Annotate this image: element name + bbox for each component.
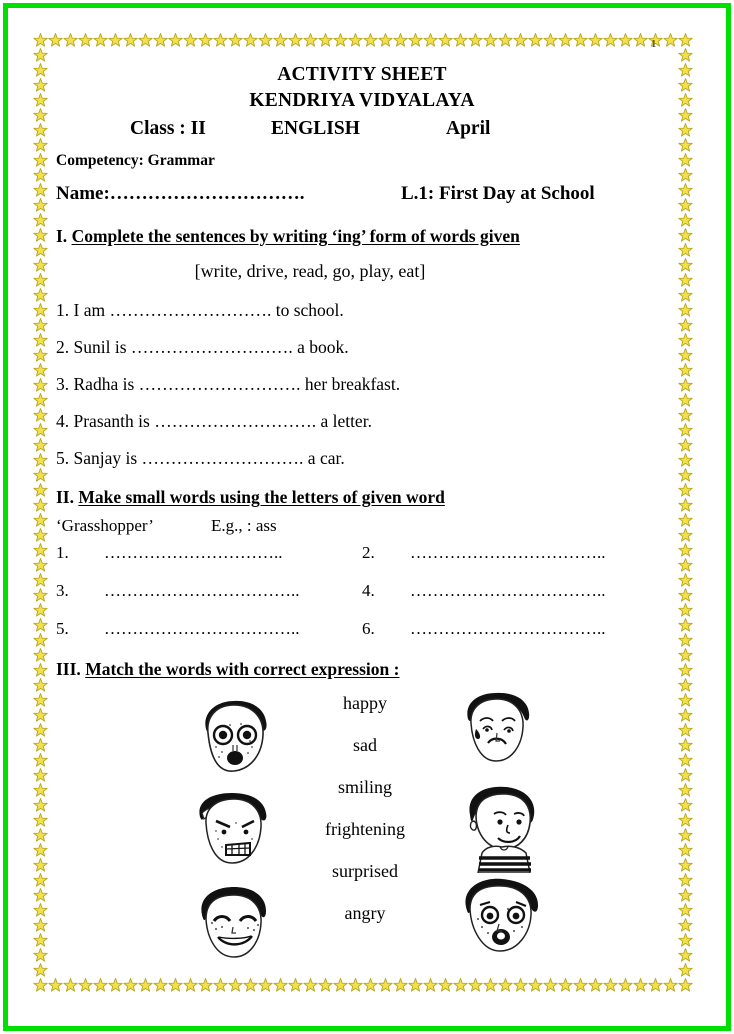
star-icon <box>678 678 693 693</box>
star-icon <box>678 903 693 918</box>
star-icon <box>678 453 693 468</box>
star-icon <box>378 978 393 993</box>
answer-row <box>56 543 668 563</box>
answer-blank[interactable] <box>56 543 362 563</box>
star-icon <box>198 33 213 48</box>
section-2-title: Make small words using the letters of given word <box>78 487 445 507</box>
star-icon <box>33 468 48 483</box>
star-icon <box>33 378 48 393</box>
star-icon <box>303 978 318 993</box>
star-icon <box>288 978 303 993</box>
star-icon <box>33 843 48 858</box>
star-icon <box>558 978 573 993</box>
star-icon <box>468 33 483 48</box>
sad-face-icon <box>454 689 540 769</box>
star-icon <box>138 978 153 993</box>
star-icon <box>678 723 693 738</box>
expression-word-list <box>300 693 430 945</box>
star-icon <box>33 723 48 738</box>
star-icon <box>528 33 543 48</box>
answer-dotted-line[interactable]: …………………………….. <box>410 543 606 562</box>
star-icon <box>678 363 693 378</box>
star-icon <box>438 33 453 48</box>
name-field[interactable]: Name:…………………………. <box>56 183 305 204</box>
answer-blank[interactable] <box>56 581 362 601</box>
star-icon <box>33 363 48 378</box>
answer-dotted-line[interactable]: …………………………….. <box>104 619 300 638</box>
name-lesson-row <box>56 181 668 207</box>
star-icon <box>33 273 48 288</box>
star-icon <box>48 978 63 993</box>
star-icon <box>678 573 693 588</box>
fill-in-blank-sentence[interactable]: 4. Prasanth is ………………………. a letter. <box>56 411 372 431</box>
star-icon <box>33 168 48 183</box>
star-icon <box>678 648 693 663</box>
star-icon <box>678 33 693 48</box>
expression-word[interactable]: smiling <box>337 777 392 797</box>
star-icon <box>678 78 693 93</box>
star-icon <box>678 138 693 153</box>
star-icon <box>678 813 693 828</box>
star-icon <box>483 33 498 48</box>
star-icon <box>228 33 243 48</box>
star-icon <box>153 33 168 48</box>
star-icon <box>678 633 693 648</box>
star-icon <box>183 978 198 993</box>
star-icon <box>678 168 693 183</box>
star-icon <box>678 408 693 423</box>
star-icon <box>33 228 48 243</box>
star-icon <box>678 258 693 273</box>
answer-number: 1. <box>56 543 69 562</box>
star-icon <box>603 33 618 48</box>
star-icon <box>678 243 693 258</box>
answer-dotted-line[interactable]: …………………………….. <box>104 581 300 600</box>
star-icon <box>33 903 48 918</box>
expression-word[interactable]: sad <box>353 735 377 755</box>
star-icon <box>678 888 693 903</box>
star-icon <box>33 813 48 828</box>
star-icon <box>318 33 333 48</box>
star-icon <box>33 933 48 948</box>
star-icon <box>33 663 48 678</box>
star-icon <box>498 978 513 993</box>
star-icon <box>663 978 678 993</box>
star-icon <box>558 33 573 48</box>
star-icon <box>33 198 48 213</box>
star-border-right <box>678 48 693 978</box>
star-icon <box>33 978 48 993</box>
answer-number: 6. <box>362 619 375 638</box>
star-icon <box>678 663 693 678</box>
example-text: E.g., : ass <box>211 516 277 535</box>
star-icon <box>393 978 408 993</box>
star-icon <box>33 483 48 498</box>
section-1-sentence-list <box>56 300 668 468</box>
answer-number: 5. <box>56 619 69 638</box>
star-icon <box>408 978 423 993</box>
star-icon <box>678 348 693 363</box>
section-1-heading <box>56 224 668 248</box>
answer-number: 3. <box>56 581 69 600</box>
star-icon <box>33 288 48 303</box>
fill-in-blank-sentence[interactable]: 1. I am ………………………. to school. <box>56 300 344 320</box>
section-3-heading <box>56 657 668 681</box>
section-1-number: I. <box>56 226 68 246</box>
star-icon <box>78 33 93 48</box>
star-icon <box>108 33 123 48</box>
star-icon <box>348 33 363 48</box>
fill-in-blank-sentence[interactable]: 3. Radha is ………………………. her breakfast. <box>56 374 401 394</box>
star-border-top <box>33 33 693 48</box>
lesson-label: L.1: First Day at School <box>401 183 595 204</box>
star-icon <box>678 783 693 798</box>
angry-face-icon <box>186 787 282 871</box>
star-icon <box>633 33 648 48</box>
star-icon <box>78 978 93 993</box>
star-icon <box>273 33 288 48</box>
star-icon <box>348 978 363 993</box>
star-icon <box>678 828 693 843</box>
star-icon <box>303 33 318 48</box>
star-icon <box>33 573 48 588</box>
star-icon <box>168 978 183 993</box>
star-icon <box>333 33 348 48</box>
star-icon <box>678 918 693 933</box>
star-icon <box>513 978 528 993</box>
star-icon <box>678 483 693 498</box>
star-icon <box>33 873 48 888</box>
star-icon <box>33 453 48 468</box>
star-icon <box>438 978 453 993</box>
star-icon <box>678 513 693 528</box>
star-icon <box>678 738 693 753</box>
star-icon <box>678 558 693 573</box>
star-icon <box>678 228 693 243</box>
star-icon <box>123 978 138 993</box>
star-icon <box>588 978 603 993</box>
star-icon <box>33 63 48 78</box>
star-icon <box>33 513 48 528</box>
star-icon <box>63 978 78 993</box>
star-icon <box>33 738 48 753</box>
star-icon <box>33 768 48 783</box>
star-icon <box>678 753 693 768</box>
star-icon <box>138 33 153 48</box>
star-icon <box>648 978 663 993</box>
star-icon <box>48 33 63 48</box>
star-icon <box>678 273 693 288</box>
answer-blank[interactable] <box>56 619 362 639</box>
star-icon <box>678 93 693 108</box>
star-icon <box>213 978 228 993</box>
star-icon <box>33 678 48 693</box>
star-icon <box>678 183 693 198</box>
section-3-number: III. <box>56 659 81 679</box>
star-icon <box>678 798 693 813</box>
star-icon <box>153 978 168 993</box>
star-icon <box>678 198 693 213</box>
star-icon <box>678 588 693 603</box>
star-icon <box>678 543 693 558</box>
star-icon <box>678 858 693 873</box>
star-icon <box>678 933 693 948</box>
star-icon <box>678 318 693 333</box>
star-icon <box>33 708 48 723</box>
star-icon <box>678 333 693 348</box>
answer-dotted-line[interactable]: …………………………….. <box>410 581 606 600</box>
star-icon <box>33 393 48 408</box>
section-1-title: Complete the sentences by writing ‘ing’ form of words given <box>71 226 520 246</box>
star-icon <box>33 543 48 558</box>
expression-word[interactable]: angry <box>344 903 386 923</box>
star-icon <box>378 33 393 48</box>
star-icon <box>33 153 48 168</box>
star-icon <box>33 648 48 663</box>
expression-word[interactable]: happy <box>343 693 387 713</box>
star-icon <box>273 978 288 993</box>
star-border-left <box>33 48 48 978</box>
star-icon <box>678 618 693 633</box>
answer-blank[interactable] <box>362 581 668 601</box>
answer-blank[interactable] <box>362 619 668 639</box>
star-icon <box>513 33 528 48</box>
star-icon <box>678 978 693 993</box>
star-icon <box>678 393 693 408</box>
star-icon <box>33 783 48 798</box>
star-icon <box>678 768 693 783</box>
star-icon <box>33 693 48 708</box>
star-icon <box>33 558 48 573</box>
expression-word[interactable]: surprised <box>332 861 398 881</box>
star-icon <box>678 438 693 453</box>
star-icon <box>63 33 78 48</box>
fill-in-blank-sentence[interactable]: 5. Sanjay is ………………………. a car. <box>56 448 345 468</box>
star-icon <box>198 978 213 993</box>
school-name: KENDRIYA VIDYALAYA <box>249 90 475 111</box>
star-icon <box>33 948 48 963</box>
star-icon <box>483 978 498 993</box>
star-icon <box>33 423 48 438</box>
star-icon <box>123 33 138 48</box>
star-icon <box>33 438 48 453</box>
star-icon <box>33 303 48 318</box>
star-icon <box>33 603 48 618</box>
star-icon <box>363 978 378 993</box>
answer-number: 2. <box>362 543 375 562</box>
star-icon <box>678 693 693 708</box>
star-icon <box>633 978 648 993</box>
star-icon <box>468 978 483 993</box>
happy-face-icon <box>186 881 282 965</box>
given-word: ‘Grasshopper’ <box>56 516 154 535</box>
star-icon <box>33 243 48 258</box>
page-number: 1 <box>651 38 657 50</box>
star-icon <box>33 333 48 348</box>
star-icon <box>33 618 48 633</box>
star-icon <box>33 888 48 903</box>
surprised-face-icon <box>186 695 282 779</box>
star-icon <box>33 498 48 513</box>
star-icon <box>573 33 588 48</box>
section-2-answer-grid <box>56 543 668 639</box>
star-icon <box>33 858 48 873</box>
section-3-title: Match the words with correct expression : <box>85 659 400 679</box>
month-label: April <box>446 118 491 139</box>
star-icon <box>243 978 258 993</box>
star-icon <box>678 48 693 63</box>
star-icon <box>333 978 348 993</box>
star-icon <box>33 918 48 933</box>
section-2-heading <box>56 485 668 509</box>
star-icon <box>678 873 693 888</box>
frightening-face-icon <box>454 875 550 959</box>
class-subject-month-row <box>56 116 668 142</box>
page-title: ACTIVITY SHEET <box>277 64 447 85</box>
subject-label: ENGLISH <box>271 118 360 139</box>
star-icon <box>663 33 678 48</box>
star-icon <box>678 603 693 618</box>
answer-blank[interactable] <box>362 543 668 563</box>
star-icon <box>678 288 693 303</box>
star-icon <box>678 498 693 513</box>
star-icon <box>108 978 123 993</box>
star-icon <box>678 423 693 438</box>
star-icon <box>33 258 48 273</box>
star-icon <box>678 123 693 138</box>
star-icon <box>393 33 408 48</box>
answer-dotted-line[interactable]: …………………………….. <box>410 619 606 638</box>
star-icon <box>318 978 333 993</box>
star-icon <box>33 633 48 648</box>
star-icon <box>423 33 438 48</box>
answer-row <box>56 619 668 639</box>
section-3-match-area <box>56 685 668 955</box>
star-icon <box>228 978 243 993</box>
star-icon <box>33 528 48 543</box>
answer-row <box>56 581 668 601</box>
star-icon <box>678 468 693 483</box>
star-icon <box>33 183 48 198</box>
star-icon <box>33 318 48 333</box>
smiling-face-icon <box>456 781 548 873</box>
section-2-number: II. <box>56 487 74 507</box>
star-icon <box>243 33 258 48</box>
answer-number: 4. <box>362 581 375 600</box>
star-icon <box>423 978 438 993</box>
section-1-word-bank: [write, drive, read, go, play, eat] <box>194 261 426 281</box>
class-label: Class : II <box>130 118 206 139</box>
star-icon <box>33 108 48 123</box>
star-icon <box>543 978 558 993</box>
star-icon <box>603 978 618 993</box>
star-icon <box>678 63 693 78</box>
star-icon <box>33 78 48 93</box>
star-icon <box>588 33 603 48</box>
star-icon <box>33 123 48 138</box>
star-icon <box>618 33 633 48</box>
expression-word[interactable]: frightening <box>325 819 405 839</box>
star-icon <box>93 33 108 48</box>
star-icon <box>678 153 693 168</box>
star-icon <box>678 303 693 318</box>
star-icon <box>678 213 693 228</box>
star-icon <box>528 978 543 993</box>
star-icon <box>678 528 693 543</box>
star-icon <box>168 33 183 48</box>
star-icon <box>678 963 693 978</box>
star-icon <box>258 33 273 48</box>
star-icon <box>213 33 228 48</box>
star-icon <box>33 48 48 63</box>
fill-in-blank-sentence[interactable]: 2. Sunil is ………………………. a book. <box>56 337 349 357</box>
star-icon <box>33 213 48 228</box>
star-icon <box>33 138 48 153</box>
star-icon <box>453 978 468 993</box>
star-icon <box>33 348 48 363</box>
answer-dotted-line[interactable]: ………………………….. <box>104 543 283 562</box>
star-icon <box>573 978 588 993</box>
star-icon <box>33 753 48 768</box>
star-icon <box>678 378 693 393</box>
star-icon <box>543 33 558 48</box>
star-icon <box>408 33 423 48</box>
worksheet-content <box>56 62 668 972</box>
star-icon <box>678 108 693 123</box>
star-icon <box>33 33 48 48</box>
star-icon <box>453 33 468 48</box>
star-icon <box>678 843 693 858</box>
star-icon <box>498 33 513 48</box>
star-icon <box>258 978 273 993</box>
star-icon <box>363 33 378 48</box>
star-icon <box>93 978 108 993</box>
star-icon <box>288 33 303 48</box>
star-icon <box>678 948 693 963</box>
star-icon <box>33 93 48 108</box>
star-icon <box>33 408 48 423</box>
star-icon <box>183 33 198 48</box>
star-icon <box>33 963 48 978</box>
star-icon <box>678 708 693 723</box>
star-border-bottom <box>33 978 693 993</box>
star-icon <box>33 588 48 603</box>
star-icon <box>618 978 633 993</box>
competency-label: Competency: Grammar <box>56 152 215 169</box>
section-2-prompt-row <box>56 515 668 537</box>
star-icon <box>33 798 48 813</box>
star-icon <box>33 828 48 843</box>
